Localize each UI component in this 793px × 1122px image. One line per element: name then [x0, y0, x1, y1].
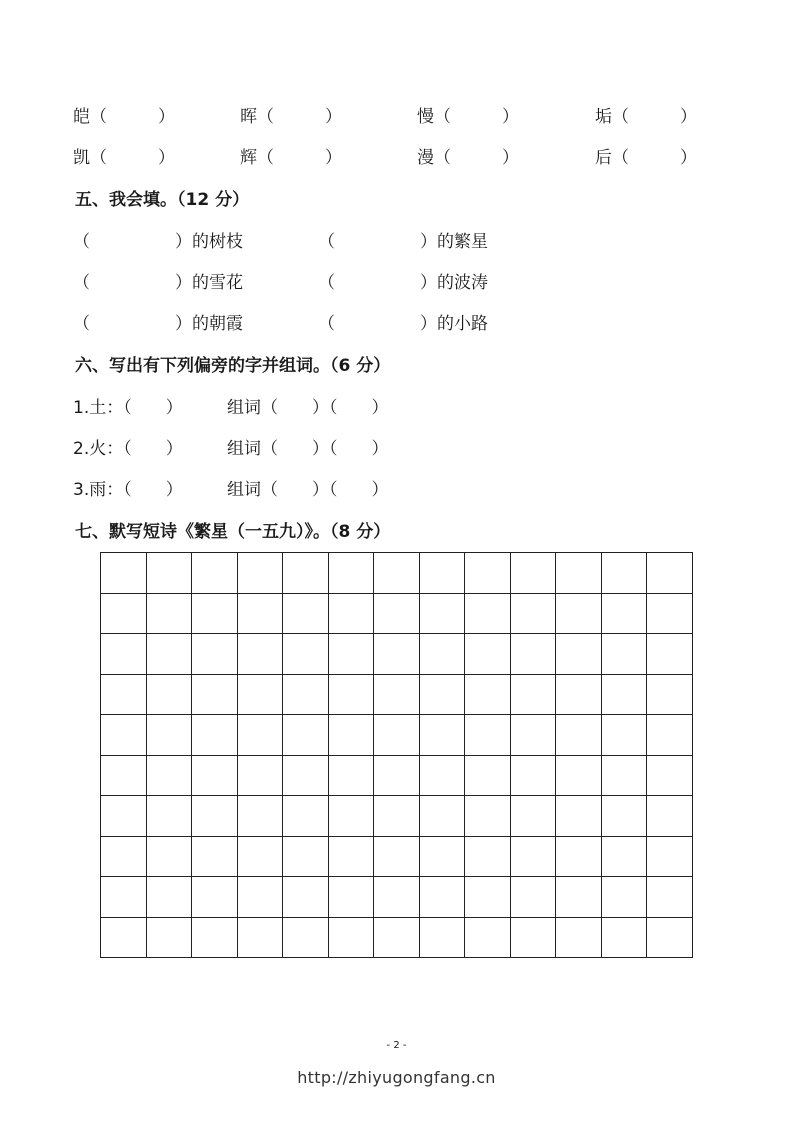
fill-blank: （ ）的繁星 [318, 232, 488, 252]
grid-cell[interactable] [283, 715, 329, 756]
word-blanks: 组词（ ）（ ） [227, 439, 389, 459]
page-number: - 2 - [386, 1040, 407, 1051]
grid-cell[interactable] [510, 877, 556, 918]
radical-row-2 [0, 436, 793, 462]
fill-blank: （ ）的小路 [318, 314, 488, 334]
grid-cell[interactable] [465, 836, 511, 877]
grid-cell[interactable] [419, 877, 465, 918]
grid-cell[interactable] [601, 593, 647, 634]
char-row-1 [0, 104, 793, 130]
grid-cell[interactable] [556, 593, 602, 634]
grid-cell[interactable] [146, 796, 192, 837]
grid-cell[interactable] [647, 593, 693, 634]
grid-cell[interactable] [556, 796, 602, 837]
grid-cell[interactable] [510, 674, 556, 715]
grid-cell[interactable] [101, 634, 147, 675]
grid-cell[interactable] [647, 877, 693, 918]
grid-cell[interactable] [146, 836, 192, 877]
grid-cell[interactable] [237, 836, 283, 877]
radical-row-3 [0, 477, 793, 503]
char-blank: 凯（ ） [73, 148, 175, 168]
grid-cell[interactable] [146, 553, 192, 594]
grid-cell[interactable] [556, 755, 602, 796]
grid-cell[interactable] [237, 715, 283, 756]
grid-cell[interactable] [465, 553, 511, 594]
grid-cell[interactable] [237, 553, 283, 594]
grid-cell[interactable] [283, 674, 329, 715]
grid-cell[interactable] [601, 796, 647, 837]
grid-cell[interactable] [419, 796, 465, 837]
grid-cell[interactable] [101, 836, 147, 877]
grid-cell[interactable] [647, 715, 693, 756]
grid-row [101, 755, 693, 796]
grid-cell[interactable] [556, 836, 602, 877]
grid-cell[interactable] [328, 755, 374, 796]
grid-cell[interactable] [419, 634, 465, 675]
grid-cell[interactable] [237, 917, 283, 958]
fill-blank: （ ）的雪花 [73, 273, 243, 293]
grid-cell[interactable] [374, 715, 420, 756]
grid-cell[interactable] [465, 796, 511, 837]
grid-cell[interactable] [237, 634, 283, 675]
grid-cell[interactable] [283, 877, 329, 918]
fill-row-2 [0, 270, 793, 296]
fill-blank: （ ）的树枝 [73, 232, 243, 252]
grid-cell[interactable] [283, 553, 329, 594]
grid-cell[interactable] [465, 634, 511, 675]
grid-cell[interactable] [419, 755, 465, 796]
grid-cell[interactable] [146, 634, 192, 675]
grid-cell[interactable] [328, 917, 374, 958]
radical-label: 3.雨：（ ） [73, 480, 183, 500]
char-row-2 [0, 145, 793, 171]
grid-cell[interactable] [510, 553, 556, 594]
grid-cell[interactable] [146, 593, 192, 634]
grid-cell[interactable] [647, 634, 693, 675]
grid-cell[interactable] [601, 674, 647, 715]
char-blank: 后（ ） [595, 148, 697, 168]
grid-cell[interactable] [328, 593, 374, 634]
word-blanks: 组词（ ）（ ） [227, 480, 389, 500]
grid-row [101, 836, 693, 877]
grid-cell[interactable] [283, 836, 329, 877]
writing-grid[interactable] [100, 552, 693, 958]
grid-cell[interactable] [101, 796, 147, 837]
grid-cell[interactable] [465, 755, 511, 796]
grid-cell[interactable] [283, 796, 329, 837]
grid-cell[interactable] [328, 715, 374, 756]
grid-cell[interactable] [556, 877, 602, 918]
grid-cell[interactable] [556, 917, 602, 958]
grid-cell[interactable] [237, 877, 283, 918]
grid-cell[interactable] [328, 877, 374, 918]
radical-row-1 [0, 395, 793, 421]
section-5-title: 五、我会填。（12 分） [75, 190, 250, 210]
grid-cell[interactable] [601, 877, 647, 918]
fill-row-1 [0, 229, 793, 255]
grid-cell[interactable] [192, 674, 238, 715]
grid-cell[interactable] [465, 674, 511, 715]
grid-row [101, 674, 693, 715]
grid-row [101, 593, 693, 634]
grid-cell[interactable] [601, 715, 647, 756]
grid-cell[interactable] [374, 593, 420, 634]
grid-cell[interactable] [419, 553, 465, 594]
grid-cell[interactable] [647, 553, 693, 594]
grid-cell[interactable] [419, 836, 465, 877]
char-blank: 皑（ ） [73, 107, 175, 127]
grid-cell[interactable] [283, 917, 329, 958]
grid-cell[interactable] [192, 917, 238, 958]
grid-cell[interactable] [647, 755, 693, 796]
grid-cell[interactable] [101, 877, 147, 918]
grid-cell[interactable] [374, 674, 420, 715]
grid-cell[interactable] [556, 634, 602, 675]
grid-cell[interactable] [419, 917, 465, 958]
footer-url: http://zhiyugongfang.cn [297, 1068, 496, 1087]
grid-cell[interactable] [647, 836, 693, 877]
fill-blank: （ ）的朝霞 [73, 314, 243, 334]
grid-cell[interactable] [192, 593, 238, 634]
grid-cell[interactable] [556, 715, 602, 756]
grid-cell[interactable] [374, 917, 420, 958]
grid-cell[interactable] [601, 755, 647, 796]
grid-cell[interactable] [465, 593, 511, 634]
grid-cell[interactable] [192, 836, 238, 877]
grid-cell[interactable] [510, 755, 556, 796]
grid-cell[interactable] [374, 755, 420, 796]
grid-cell[interactable] [101, 674, 147, 715]
fill-blank: （ ）的波涛 [318, 273, 488, 293]
grid-cell[interactable] [556, 553, 602, 594]
grid-row [101, 917, 693, 958]
grid-cell[interactable] [328, 634, 374, 675]
grid-cell[interactable] [192, 715, 238, 756]
char-blank: 慢（ ） [417, 107, 519, 127]
grid-cell[interactable] [374, 796, 420, 837]
grid-row [101, 715, 693, 756]
char-blank: 辉（ ） [240, 148, 342, 168]
grid-cell[interactable] [374, 836, 420, 877]
grid-cell[interactable] [419, 674, 465, 715]
grid-cell[interactable] [465, 877, 511, 918]
grid-cell[interactable] [374, 634, 420, 675]
grid-cell[interactable] [510, 917, 556, 958]
grid-cell[interactable] [556, 674, 602, 715]
grid-cell[interactable] [192, 755, 238, 796]
grid-cell[interactable] [510, 796, 556, 837]
grid-cell[interactable] [237, 674, 283, 715]
grid-cell[interactable] [192, 634, 238, 675]
grid-cell[interactable] [283, 634, 329, 675]
grid-cell[interactable] [192, 877, 238, 918]
grid-cell[interactable] [101, 593, 147, 634]
grid-cell[interactable] [192, 796, 238, 837]
char-blank: 漫（ ） [417, 148, 519, 168]
grid-cell[interactable] [146, 917, 192, 958]
grid-cell[interactable] [419, 593, 465, 634]
grid-cell[interactable] [146, 877, 192, 918]
grid-cell[interactable] [601, 917, 647, 958]
grid-cell[interactable] [465, 917, 511, 958]
grid-cell[interactable] [328, 674, 374, 715]
grid-cell[interactable] [101, 553, 147, 594]
radical-label: 2.火：（ ） [73, 439, 183, 459]
grid-cell[interactable] [101, 715, 147, 756]
grid-cell[interactable] [419, 715, 465, 756]
grid-cell[interactable] [237, 755, 283, 796]
char-blank: 晖（ ） [240, 107, 342, 127]
grid-cell[interactable] [283, 755, 329, 796]
section-6-title: 六、写出有下列偏旁的字并组词。（6 分） [75, 356, 391, 376]
grid-cell[interactable] [146, 674, 192, 715]
radical-label: 1.土：（ ） [73, 398, 183, 418]
grid-cell[interactable] [101, 755, 147, 796]
grid-cell[interactable] [510, 593, 556, 634]
grid-row [101, 634, 693, 675]
grid-cell[interactable] [374, 553, 420, 594]
grid-cell[interactable] [146, 755, 192, 796]
grid-cell[interactable] [647, 674, 693, 715]
grid-cell[interactable] [510, 836, 556, 877]
grid-row [101, 553, 693, 594]
grid-cell[interactable] [283, 593, 329, 634]
grid-cell[interactable] [510, 715, 556, 756]
grid-cell[interactable] [601, 553, 647, 594]
grid-cell[interactable] [328, 836, 374, 877]
grid-cell[interactable] [101, 917, 147, 958]
grid-cell[interactable] [601, 634, 647, 675]
char-blank: 垢（ ） [595, 107, 697, 127]
grid-cell[interactable] [647, 796, 693, 837]
section-7-title: 七、默写短诗《繁星（一五九）》。（8 分） [75, 522, 391, 542]
grid-cell[interactable] [328, 796, 374, 837]
grid-cell[interactable] [192, 553, 238, 594]
word-blanks: 组词（ ）（ ） [227, 398, 389, 418]
grid-row [101, 796, 693, 837]
grid-cell[interactable] [328, 553, 374, 594]
grid-cell[interactable] [510, 634, 556, 675]
fill-row-3 [0, 311, 793, 337]
grid-cell[interactable] [374, 877, 420, 918]
grid-row [101, 877, 693, 918]
grid-cell[interactable] [465, 715, 511, 756]
grid-cell[interactable] [237, 796, 283, 837]
grid-cell[interactable] [146, 715, 192, 756]
grid-cell[interactable] [647, 917, 693, 958]
grid-cell[interactable] [237, 593, 283, 634]
grid-cell[interactable] [601, 836, 647, 877]
